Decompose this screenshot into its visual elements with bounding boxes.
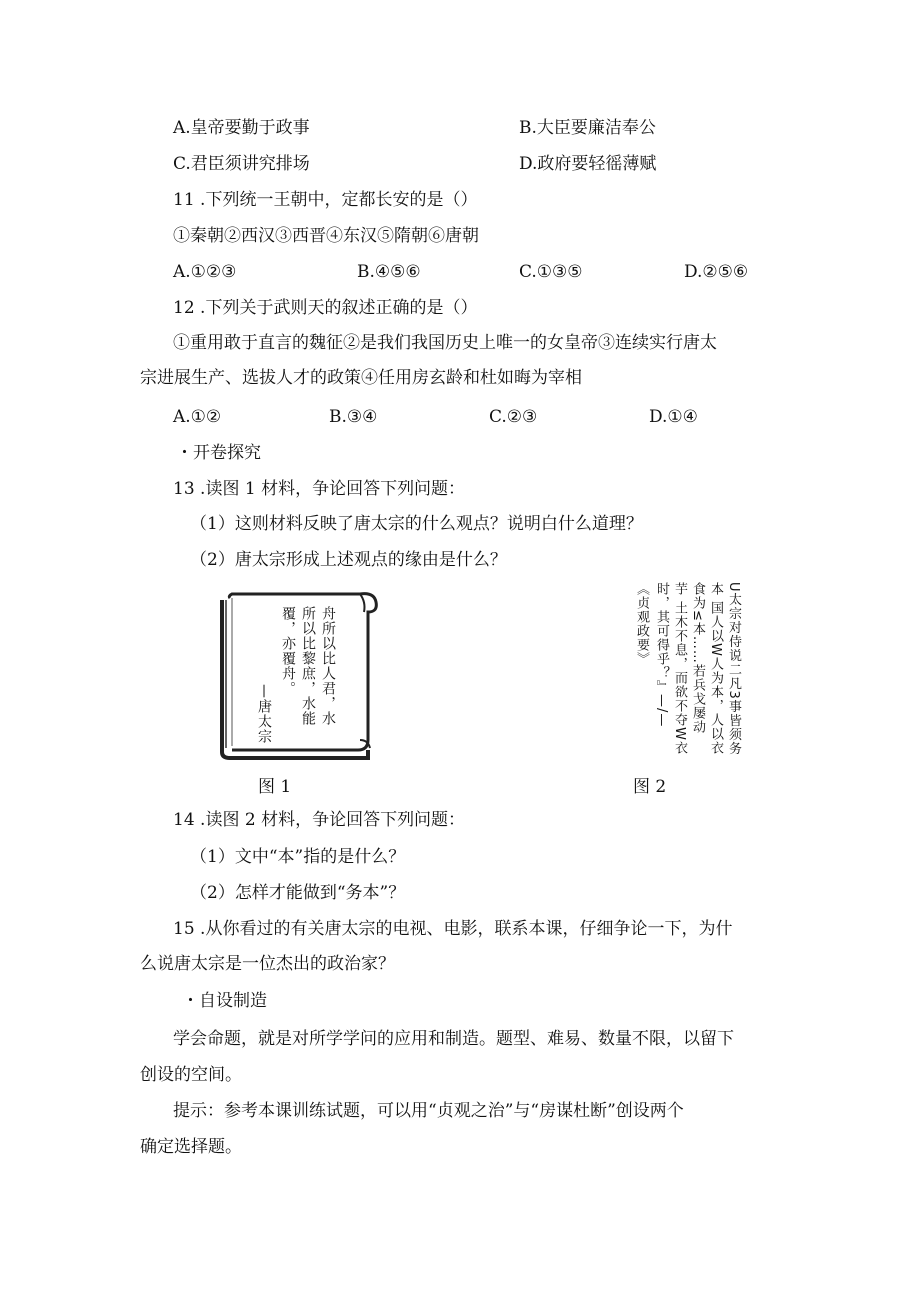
q13-sub2: （2）唐太宗形成上述观点的缘由是什么？	[190, 550, 507, 570]
figure-1-book	[218, 590, 383, 760]
q14-sub1: （1）文中“本”指的是什么？	[190, 847, 406, 867]
q12-option-c: C.②③	[489, 407, 538, 427]
q10-option-b: B.大臣要廉洁奉公	[519, 118, 656, 138]
q11-option-b: B.④⑤⑥	[357, 262, 421, 282]
fig2-col-4: 芋 土木不息，而欲不夺W衣	[672, 582, 687, 755]
q10-option-a: A.皇帝要勤于政事	[173, 118, 310, 138]
tip-line1: 提示：参考本课训练试题，可以用“贞观之治”与“房谋杜断”创设两个	[173, 1101, 684, 1121]
figure-2-caption: 图 2	[633, 777, 667, 797]
q10-option-d: D.政府要轻徭薄赋	[519, 154, 657, 174]
q13-sub1: （1）这则材料反映了唐太宗的什么观点？说明白什么道理？	[190, 514, 643, 534]
q12-items-line2: 宗进展生产、选拔人才的政策④任用房玄龄和杜如晦为宰相	[140, 368, 582, 388]
figure-2-text	[615, 582, 740, 760]
q11-option-d: D.②⑤⑥	[684, 262, 749, 282]
fig2-col-6: 《贞观政要》	[634, 582, 649, 666]
fig2-col-1: U太宗对侍说二凡3事皆须务	[726, 582, 741, 756]
fig1-col-2: 所以比黎庶，水能	[300, 606, 316, 726]
q11-option-c: C.①③⑤	[519, 262, 583, 282]
section-heading-explore: ・开卷探究	[176, 443, 261, 463]
q12-option-d: D.①④	[649, 407, 698, 427]
tip-line2: 确定选择题。	[140, 1137, 242, 1157]
q10-option-c: C.君臣须讲究排场	[173, 154, 310, 174]
q12-stem: 12 .下列关于武则天的叙述正确的是（）	[173, 298, 478, 318]
fig2-col-3: 食为≤本……若兵戈屡动	[690, 582, 705, 734]
fig2-col-5: 时，其可得乎？』—/—	[654, 582, 669, 728]
self-design-line1: 学会命题，就是对所学学问的应用和制造。题型、难易、数量不限，以留下	[173, 1029, 734, 1049]
q12-option-b: B.③④	[329, 407, 378, 427]
fig1-col-1: 舟所以比人君，水	[320, 606, 336, 726]
section-heading-self-design: ・自设制造	[182, 991, 267, 1011]
q14-stem: 14 .读图 2 材料，争论回答下列问题：	[173, 810, 466, 830]
q15-line1: 15 .从你看过的有关唐太宗的电视、电影，联系本课，仔细争论一下，为什	[173, 919, 733, 939]
q12-option-a: A.①②	[173, 407, 222, 427]
q11-items: ①秦朝②西汉③西晋④东汉⑤隋朝⑥唐朝	[173, 226, 479, 246]
q13-stem: 13 .读图 1 材料，争论回答下列问题：	[173, 479, 466, 499]
q11-stem: 11 .下列统一王朝中，定都长安的是（）	[173, 190, 478, 210]
fig1-col-4: —唐太宗	[256, 684, 272, 744]
fig1-col-3: 覆，亦覆舟。	[280, 606, 296, 696]
self-design-line2: 创设的空间。	[140, 1065, 242, 1085]
fig2-col-2: 本 国人以W人为本，人以衣	[708, 582, 723, 755]
q12-items-line1: ①重用敢于直言的魏征②是我们我国历史上唯一的女皇帝③连续实行唐太	[173, 333, 717, 353]
q11-option-a: A.①②③	[173, 262, 237, 282]
q14-sub2: （2）怎样才能做到“务本”？	[190, 883, 406, 903]
q15-line2: 么说唐太宗是一位杰出的政治家？	[140, 954, 395, 974]
figure-1-caption: 图 1	[258, 777, 292, 797]
